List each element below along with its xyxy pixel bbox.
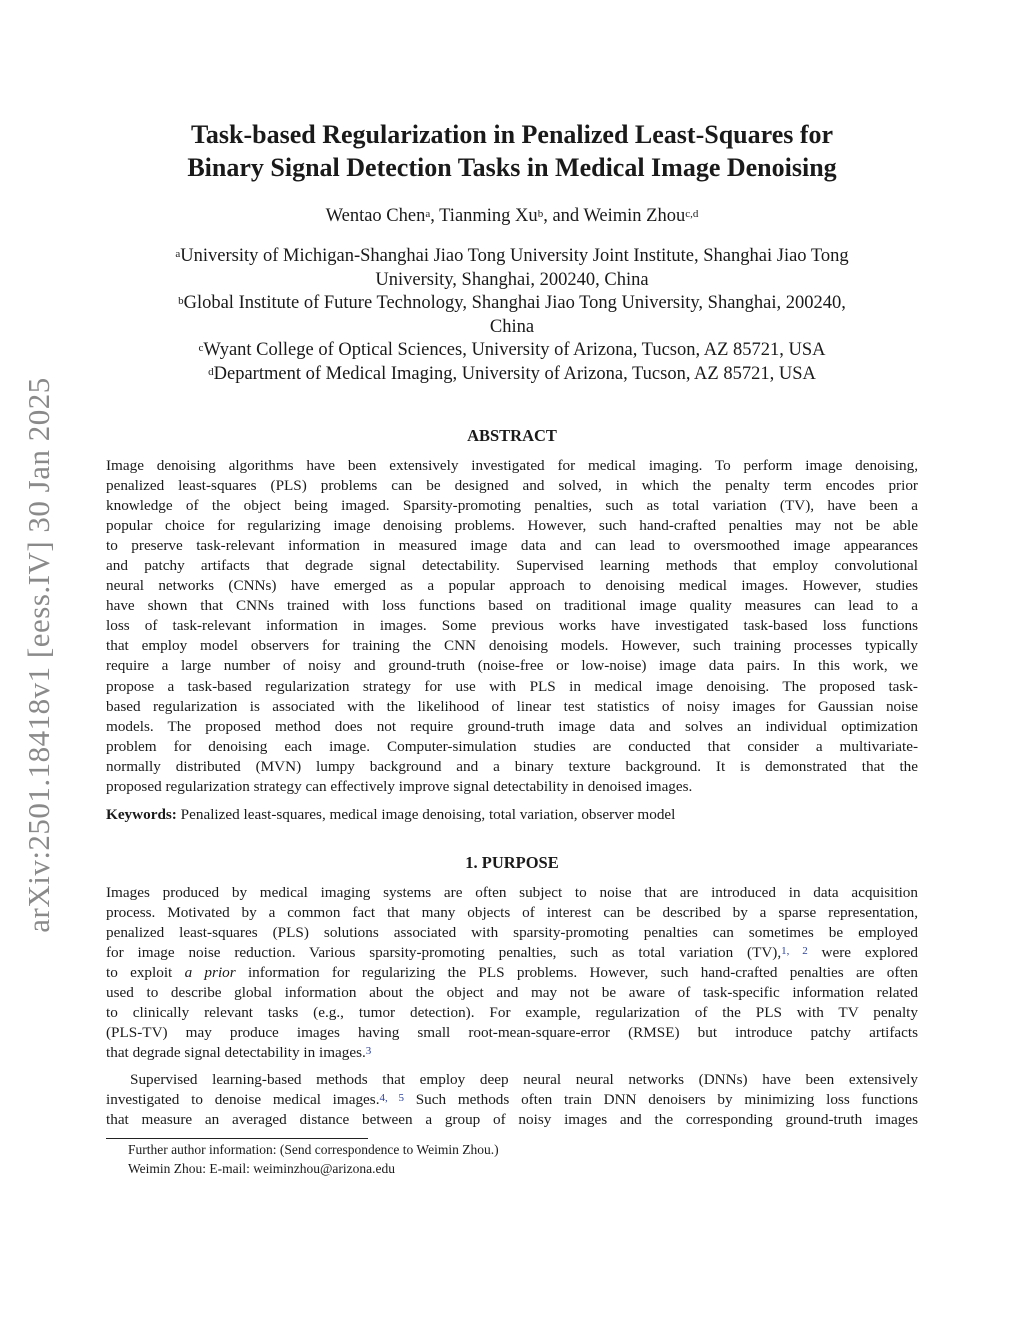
text-line: to exploit a prior information for regularizing the PLS problems. However, such hand-crafted penalties are often — [106, 964, 918, 982]
abstract-line: have shown that CNNs trained with loss functions based on traditional image quality measures can lead to a — [106, 597, 918, 615]
abstract-line: to preserve task-relevant information in measured image data and can lead to oversmoothed image appearances — [106, 537, 918, 555]
keywords-text: Penalized least-squares, medical image denoising, total variation, observer model — [180, 806, 676, 823]
text-line: investigated to denoise medical images.$^{4, 5}$ Such methods often train DNN denoisers by minimizing loss functions — [106, 1091, 919, 1109]
affiliation-c: $^c$Wyant College of Optical Sciences, University of Arizona, Tucson, AZ 85721, USA — [198, 340, 826, 360]
affiliations — [100, 245, 924, 386]
affiliation-a: $^a$University of Michigan-Shanghai Jiao Tong University Joint Institute, Shanghai Jiao Tong — [175, 246, 849, 266]
section-heading-purpose: 1. PURPOSE — [465, 853, 559, 872]
affiliation-a-cont: University, Shanghai, 200240, China — [375, 269, 649, 290]
text-line: used to describe global information about the object and may not be aware of task-specific information related — [106, 984, 918, 1002]
text-line: for image noise reduction. Various sparsity-promoting penalties, such as total variation (TV),$^{1, 2}$ were explored — [106, 944, 918, 962]
abstract-line: propose a task-based regularization strategy for use with PLS in medical image denoising. The proposed task- — [106, 677, 918, 695]
text-line: to clinically relevant tasks (e.g., tumor detection). For example, regularization of the PLS with TV penalty — [106, 1004, 918, 1022]
abstract-heading: ABSTRACT — [467, 426, 557, 445]
abstract-line: penalized least-squares (PLS) problems can be designed and solved, in which the penalty term encodes prior — [106, 477, 918, 495]
abstract-line: Image denoising algorithms have been extensively investigated for medical imaging. To perform image denoising, — [106, 457, 918, 474]
abstract-line: that employ model observers for training the CNN denoising models. However, such training processes typically — [106, 637, 918, 655]
author-name: Tianming Xu — [439, 206, 538, 226]
keywords — [106, 806, 918, 824]
abstract-line: popular choice for regularizing image denoising problems. However, such hand-crafted penalties may not be able — [106, 517, 918, 535]
text-line: process. Motivated by a common fact that many objects of interest can be described by a sparse representation, — [106, 904, 918, 922]
abstract-line: knowledge of the object being imaged. Sparsity-promoting penalties, such as total variation (TV), have been a — [106, 497, 918, 515]
footnote-email[interactable]: Weimin Zhou: E-mail: weiminzhou@arizona.edu — [128, 1161, 396, 1176]
abstract-line: problem for denoising each image. Computer-simulation studies are conducted that consider a multivariate- — [106, 737, 918, 755]
abstract-line: normally distributed (MVN) lumpy background and a binary texture background. It is demonstrated that the — [106, 757, 918, 775]
arxiv-sidebar — [18, 350, 60, 960]
abstract-line: models. The proposed method does not require ground-truth image data and solves an individual optimization — [106, 717, 918, 735]
author-affil-mark: a — [425, 208, 431, 220]
text-line: Images produced by medical imaging systems are often subject to noise that are introduced in data acquisition — [106, 884, 918, 901]
abstract-line: neural networks (CNNs) have emerged as a popular approach to denoising medical images. However, studies — [106, 577, 918, 595]
affiliation-b-cont: China — [489, 316, 535, 337]
text-line: (PLS-TV) may produce images having small root-mean-square-error (RMSE) but introduce patchy artifacts — [106, 1024, 918, 1042]
arxiv-identifier[interactable]: arXiv:2501.18418v1 [eess.IV] 30 Jan 2025 — [21, 377, 56, 933]
author-affil-mark: c,d — [685, 208, 699, 220]
citation-link[interactable]: 3 — [365, 1045, 372, 1058]
abstract-line: and patchy artifacts that degrade signal detectability. Supervised learning methods that employ convolutional — [106, 557, 918, 575]
affiliation-d: $^d$Department of Medical Imaging, University of Arizona, Tucson, AZ 85721, USA — [208, 363, 816, 384]
footnote-rule — [106, 1138, 368, 1139]
author-name: and Weimin Zhou — [552, 206, 686, 226]
text-line: Supervised learning-based methods that employ deep neural neural networks (DNNs) have been extensively — [130, 1071, 918, 1088]
title-line-2: Binary Signal Detection Tasks in Medical Image Denoising — [187, 153, 837, 182]
affiliation-b: $^b$Global Institute of Future Technology, Shanghai Jiao Tong University, Shanghai, 200240, — [178, 293, 846, 313]
abstract-line: proposed regularization strategy can effectively improve signal detectability in denoised images. — [106, 777, 693, 795]
purpose-paragraph-1 — [106, 883, 918, 1063]
abstract-body — [106, 456, 918, 797]
text-line: penalized least-squares (PLS) solutions associated with sparsity-promoting penalties can sometimes be employed — [106, 924, 918, 942]
abstract-line: require a large number of noisy and ground-truth (noise-free or low-noise) image data pairs. In this work, we — [106, 657, 918, 675]
author-name: Wentao Chen — [325, 206, 426, 226]
paper-title — [100, 118, 924, 184]
citation-link[interactable]: 4, 5 — [379, 1092, 404, 1105]
footnote-author-info: Further author information: (Send correspondence to Weimin Zhou.) — [128, 1142, 499, 1157]
text-line: that measure an averaged distance between a group of noisy images and the corresponding ground-truth images — [106, 1111, 918, 1129]
abstract-line: based regularization is associated with the likelihood of linear test statistics of noisy images for Gaussian noise — [106, 697, 918, 715]
author-list: Wentao Chen$^a$, Tianming Xu$^b$, and Weimin Zhou$^{c,d}$ — [325, 206, 699, 226]
purpose-paragraph-2 — [106, 1070, 918, 1130]
author-affil-mark: b — [537, 208, 544, 220]
abstract-line: loss of task-relevant information in images. Some previous works have investigated task-based loss functions — [106, 617, 918, 635]
text-line: that degrade signal detectability in images.$^3$ — [106, 1044, 372, 1062]
title-line-1: Task-based Regularization in Penalized Least-Squares for — [190, 120, 834, 149]
citation-link[interactable]: 1, 2 — [781, 945, 808, 958]
keywords-label: Keywords: — [106, 806, 177, 823]
